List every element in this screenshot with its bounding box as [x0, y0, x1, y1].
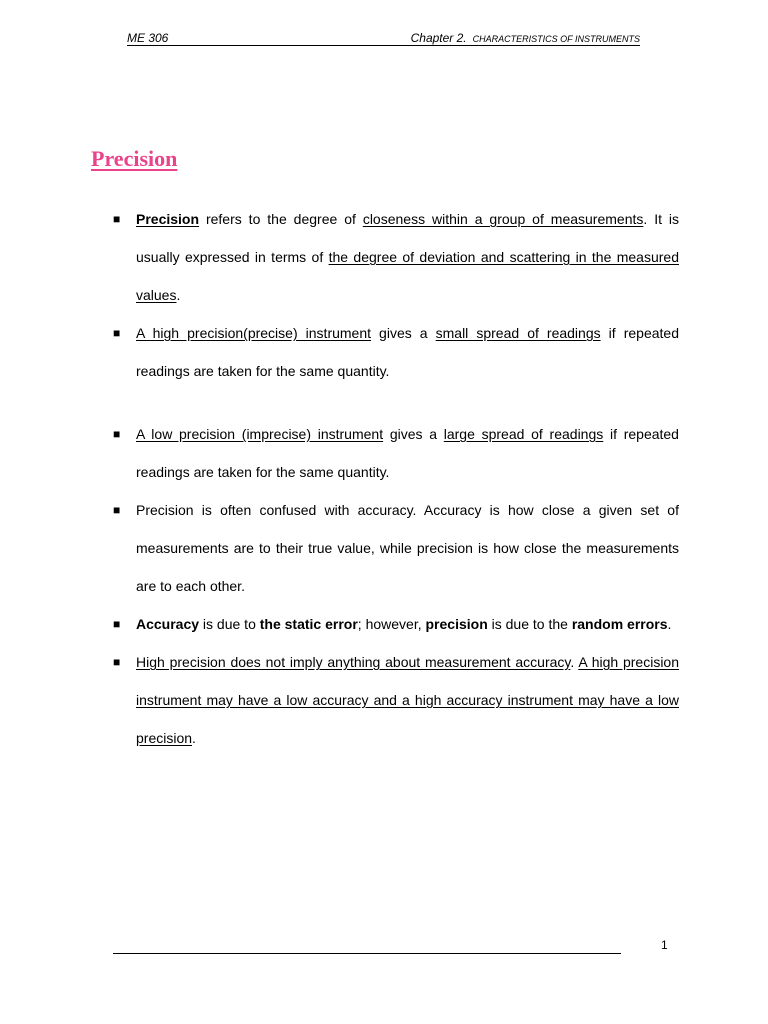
text: A low precision (imprecise) instrument	[136, 426, 384, 442]
bullet-list	[113, 200, 679, 757]
text: .	[570, 654, 579, 670]
text: small spread of readings	[435, 325, 601, 341]
text: gives a	[383, 426, 444, 442]
text: gives a	[371, 325, 436, 341]
square-bullet-icon: ■	[113, 617, 121, 631]
text: closeness within a group of measurements	[362, 211, 644, 227]
text: if repeated readings are taken for the same quantity.	[136, 426, 679, 480]
list-item	[113, 314, 679, 390]
text: .	[667, 616, 672, 632]
text: ; however,	[357, 616, 426, 632]
text: Precision is often confused with accuracy. Accuracy is how close a given set of measurements are to their true value, while precision is how close the measurements are to each other.	[136, 502, 679, 594]
course-code: ME 306	[127, 31, 169, 45]
text: if repeated readings are taken for the same quantity.	[136, 325, 679, 379]
term-precision: Precision	[136, 211, 200, 227]
text: is due to	[199, 616, 260, 632]
text: High precision does not imply anything about measurement accuracy	[136, 654, 571, 670]
section-title: Precision	[91, 146, 178, 171]
text: .	[176, 287, 181, 303]
footer-rule	[113, 953, 621, 954]
text: precision	[425, 616, 488, 632]
text: .	[192, 730, 196, 746]
square-bullet-icon: ■	[113, 427, 121, 441]
chapter-title: CHARACTERISTICS OF INSTRUMENTS	[472, 34, 640, 44]
square-bullet-icon: ■	[113, 503, 121, 517]
text: is due to the	[487, 616, 572, 632]
text: Accuracy	[136, 616, 200, 632]
list-item	[113, 415, 679, 491]
text: the degree of deviation and scattering in the measured values	[136, 249, 679, 303]
text: . It is usually expressed in terms of	[136, 211, 680, 265]
text: large spread of readings	[443, 426, 604, 442]
square-bullet-icon: ■	[113, 326, 121, 340]
list-item	[113, 200, 679, 314]
page-header	[127, 31, 640, 46]
page-number: 1	[661, 938, 668, 952]
text: A high precision(precise) instrument	[136, 325, 372, 341]
text: refers to the degree of	[199, 211, 363, 227]
text: the static error	[259, 616, 358, 632]
list-item	[113, 643, 679, 757]
chapter-number: Chapter 2.	[410, 31, 467, 45]
text: A high precision instrument may have a low accuracy and a high accuracy instrument may have a low precision	[136, 654, 680, 746]
list-item	[113, 491, 679, 605]
square-bullet-icon: ■	[113, 212, 121, 226]
chapter-label	[411, 31, 640, 46]
text: random errors	[571, 616, 668, 632]
square-bullet-icon: ■	[113, 655, 121, 669]
list-item	[113, 605, 679, 643]
